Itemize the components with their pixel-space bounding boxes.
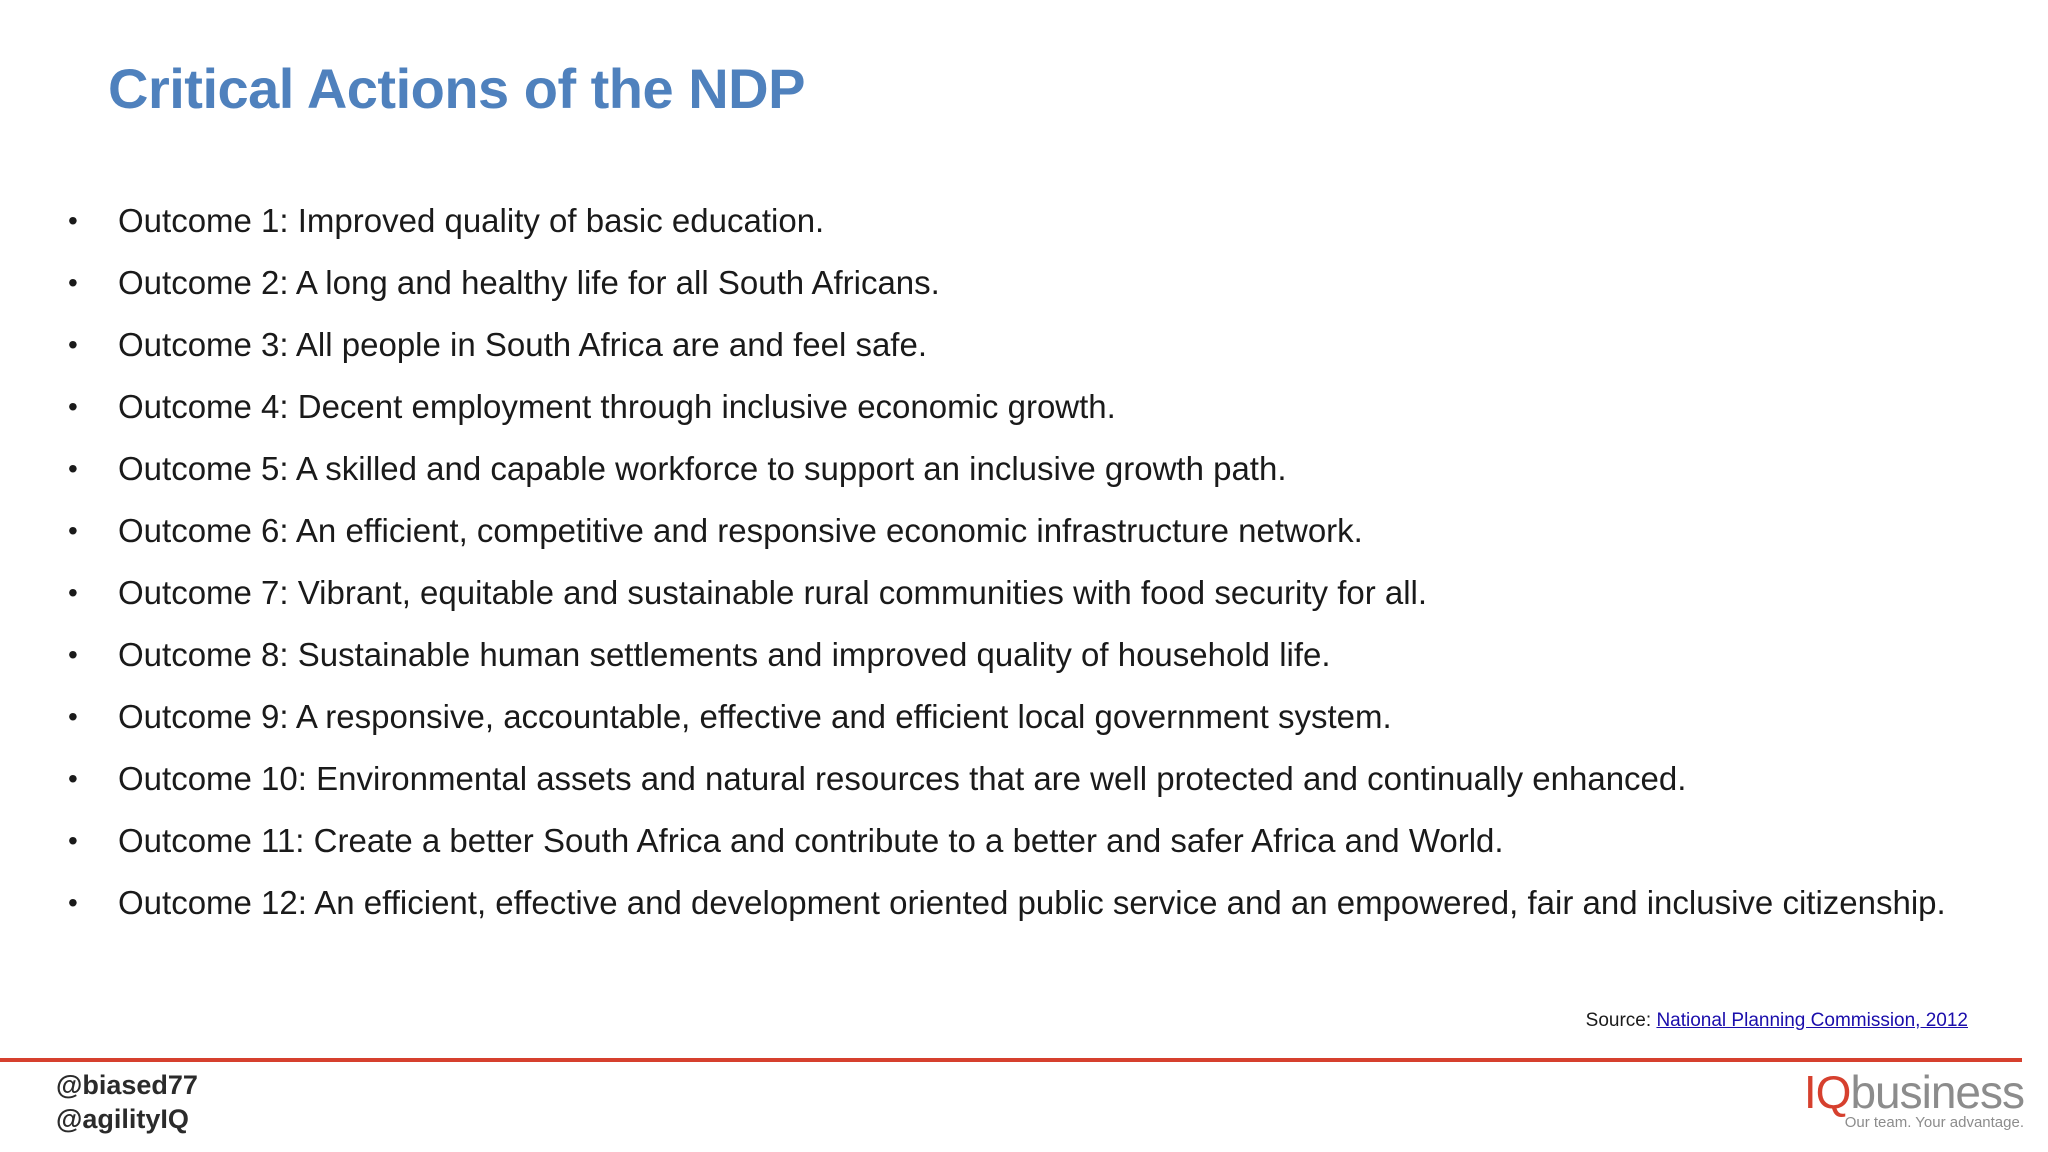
bullet-icon: • [68, 701, 78, 732]
list-item [60, 624, 1960, 686]
list-item [60, 252, 1960, 314]
social-handles [56, 1068, 198, 1136]
list-item [60, 872, 1960, 934]
outcome-text: Outcome 5: A skilled and capable workforce to support an inclusive growth path. [118, 450, 1287, 487]
outcome-text: Outcome 4: Decent employment through inclusive economic growth. [118, 388, 1116, 425]
outcome-text: Outcome 3: All people in South Africa are and feel safe. [118, 326, 927, 363]
logo-iq: IQ [1803, 1066, 1851, 1118]
handle-biased77: @biased77 [56, 1070, 198, 1100]
list-item [60, 314, 1960, 376]
outcome-text: Outcome 9: A responsive, accountable, effective and efficient local government system. [118, 698, 1392, 735]
outcome-text: Outcome 7: Vibrant, equitable and sustainable rural communities with food security for all. [118, 574, 1428, 611]
list-item [60, 748, 1960, 810]
list-item [60, 686, 1960, 748]
outcome-text: Outcome 10: Environmental assets and natural resources that are well protected and continually enhanced. [118, 760, 1687, 797]
outcome-list [60, 190, 1960, 934]
source-citation [1586, 1010, 1968, 1032]
list-item [60, 376, 1960, 438]
list-item [60, 562, 1960, 624]
list-item [60, 190, 1960, 252]
outcome-text: Outcome 11: Create a better South Africa and contribute to a better and safer Africa and World. [118, 822, 1504, 859]
slide-title: Critical Actions of the NDP [108, 57, 805, 120]
list-item [60, 500, 1960, 562]
bullet-icon: • [68, 515, 78, 546]
source-link[interactable]: National Planning Commission, 2012 [1656, 1010, 1968, 1031]
iqbusiness-logo [1803, 1066, 2024, 1131]
bullet-icon: • [68, 763, 78, 794]
outcome-text: Outcome 2: A long and healthy life for all South Africans. [118, 264, 940, 301]
logo-business: business [1850, 1066, 2024, 1118]
bullet-icon: • [68, 887, 78, 918]
bullet-icon: • [68, 453, 78, 484]
bullet-icon: • [68, 639, 78, 670]
bullet-icon: • [68, 825, 78, 856]
outcome-text: Outcome 6: An efficient, competitive and responsive economic infrastructure network. [118, 512, 1363, 549]
footer-divider [0, 1058, 2022, 1062]
logo-tagline: Our team. Your advantage. [1844, 1114, 2024, 1131]
list-item [60, 810, 1960, 872]
bullet-icon: • [68, 329, 78, 360]
logo-wordmark [1803, 1066, 2024, 1118]
outcome-text: Outcome 8: Sustainable human settlements and improved quality of household life. [118, 636, 1331, 673]
source-prefix: Source: [1585, 1010, 1657, 1031]
outcome-text: Outcome 1: Improved quality of basic education. [118, 202, 825, 239]
bullet-icon: • [68, 577, 78, 608]
bullet-icon: • [68, 267, 78, 298]
outcome-text: Outcome 12: An efficient, effective and development oriented public service and an empowered, fair and inclusive citizenship. [118, 884, 1946, 921]
handle-agilityiq: @agilityIQ [56, 1104, 189, 1134]
bullet-icon: • [68, 205, 78, 236]
bullet-icon: • [68, 391, 78, 422]
list-item [60, 438, 1960, 500]
